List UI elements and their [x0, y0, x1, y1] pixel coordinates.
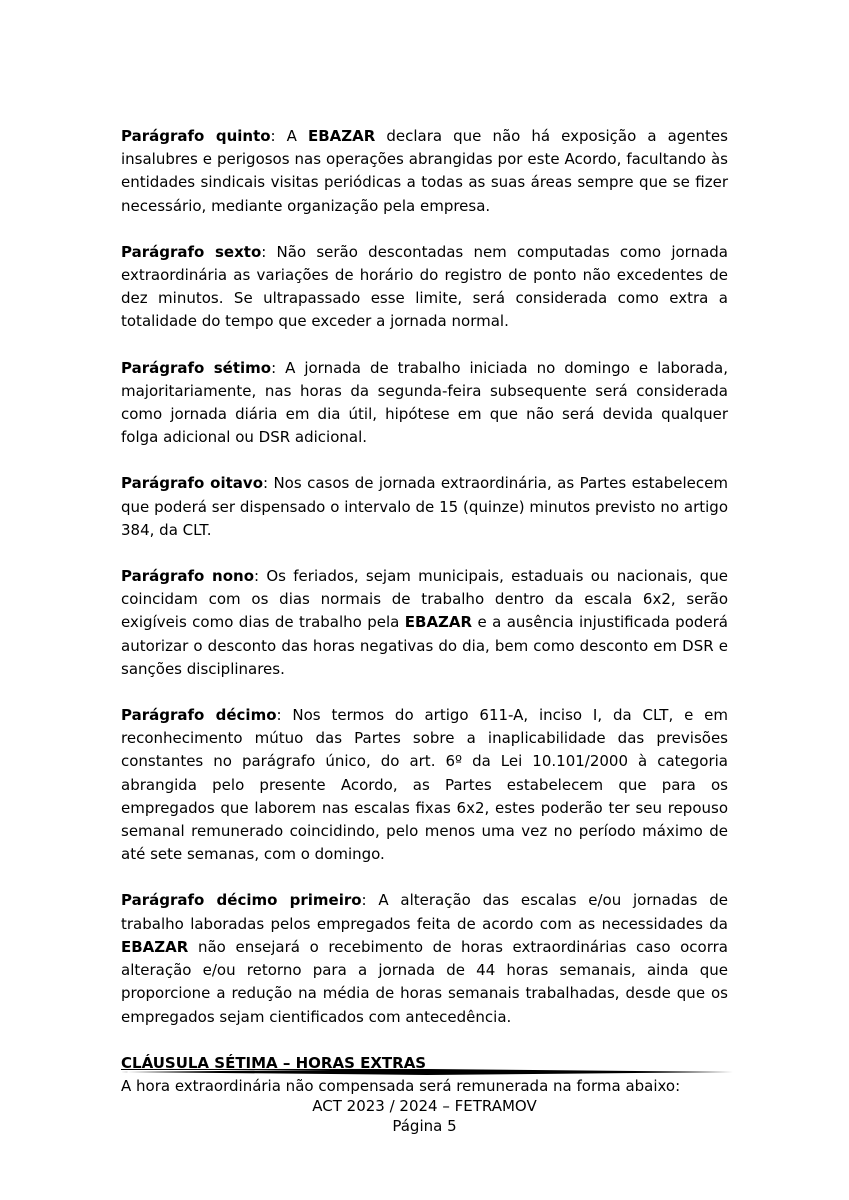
bold-text: Parágrafo quinto	[121, 127, 271, 145]
paragraph-text: e a ausência injustificada poderá autorizar o desconto das horas negativas do dia, bem como desconto em DSR e sanções disciplinares.	[121, 613, 728, 678]
bold-text: Parágrafo décimo primeiro	[121, 891, 362, 910]
paragraph-text: declara que não há exposição a agentes insalubres e perigosos nas operações abrangidas por este Acordo, facultando às entidades sindicais visitas periódicas a todas as suas áreas sempre que se fizer necessário, mediante organização pela empresa.	[121, 127, 728, 215]
clause-title: CLÁUSULA SÉTIMA – HORAS EXTRAS	[121, 1053, 427, 1072]
paragraph-text: : Os feriados, sejam municipais, estaduais ou nacionais, que coincidam com os dias normais de trabalho dentro da escala 6x2, serão exigíveis como dias de trabalho pela	[121, 567, 728, 632]
paragraph	[121, 472, 728, 542]
footer-document-id: ACT 2023 / 2024 – FETRAMOV	[312, 1097, 537, 1115]
page-number: Página 5	[392, 1117, 457, 1135]
paragraph	[121, 704, 728, 866]
paragraph-text: : A	[270, 127, 308, 145]
paragraph-text: : Nos termos do artigo 611-A, inciso I, da CLT, e em reconhecimento mútuo das Partes sobre a inaplicabilidade das previsões constantes no parágrafo único, do art. 6º da Lei 10.101/2000 à categoria abrangida pelo presente Acordo, as Partes estabelecem que para os empregados que laborem nas escalas fixas 6x2, estes poderão ter seu repouso semanal remunerado coincidindo, pelo menos uma vez no período máximo de até sete semanas, com o domingo.	[121, 706, 728, 864]
paragraph	[121, 889, 728, 1028]
paragraph	[121, 357, 728, 450]
paragraph	[121, 565, 728, 681]
bold-text: EBAZAR	[307, 127, 376, 145]
bold-text: Parágrafo décimo	[121, 706, 277, 725]
bold-text: Parágrafo nono	[121, 567, 255, 586]
clause-intro: A hora extraordinária não compensada será remunerada na forma abaixo:	[121, 1076, 681, 1095]
paragraph-text: : Não serão descontadas nem computadas como jornada extraordinária as variações de horário do registro de ponto não excedentes de dez minutos. Se ultrapassado esse limite, será considerada como extra a totalidade do tempo que exceder a jornada normal.	[121, 242, 728, 331]
bold-text: Parágrafo sexto	[121, 242, 262, 261]
bold-text: Parágrafo sétimo	[121, 358, 272, 377]
document-body	[121, 125, 728, 1098]
paragraph	[121, 125, 728, 218]
bold-text: EBAZAR	[404, 613, 473, 632]
paragraph-text: não ensejará o recebimento de horas extraordinárias caso ocorra alteração e/ou retorno para a jornada de 44 horas semanais, ainda que proporcione a redução na média de horas semanais trabalhadas, desde que os empregados sejam cientificados com antecedência.	[121, 937, 728, 1026]
paragraph-text: : A alteração das escalas e/ou jornadas de trabalho laboradas pelos empregados feita de acordo com as necessidades da	[121, 891, 728, 933]
paragraph-text: : A jornada de trabalho iniciada no domingo e laborada, majoritariamente, nas horas da segunda-feira subsequente será considerada como jornada diária em dia útil, hipótese em que não será devida qualquer folga adicional ou DSR adicional.	[121, 358, 728, 447]
paragraph-list	[121, 125, 728, 1029]
bold-text: EBAZAR	[121, 937, 189, 956]
paragraph	[121, 241, 728, 334]
bold-text: Parágrafo oitavo	[121, 474, 263, 493]
page-footer	[0, 1096, 849, 1136]
paragraph-text: : Nos casos de jornada extraordinária, as Partes estabelecem que poderá ser dispensado o intervalo de 15 (quinze) minutos previsto no artigo 384, da CLT.	[121, 474, 728, 539]
footer-divider	[121, 1069, 733, 1075]
